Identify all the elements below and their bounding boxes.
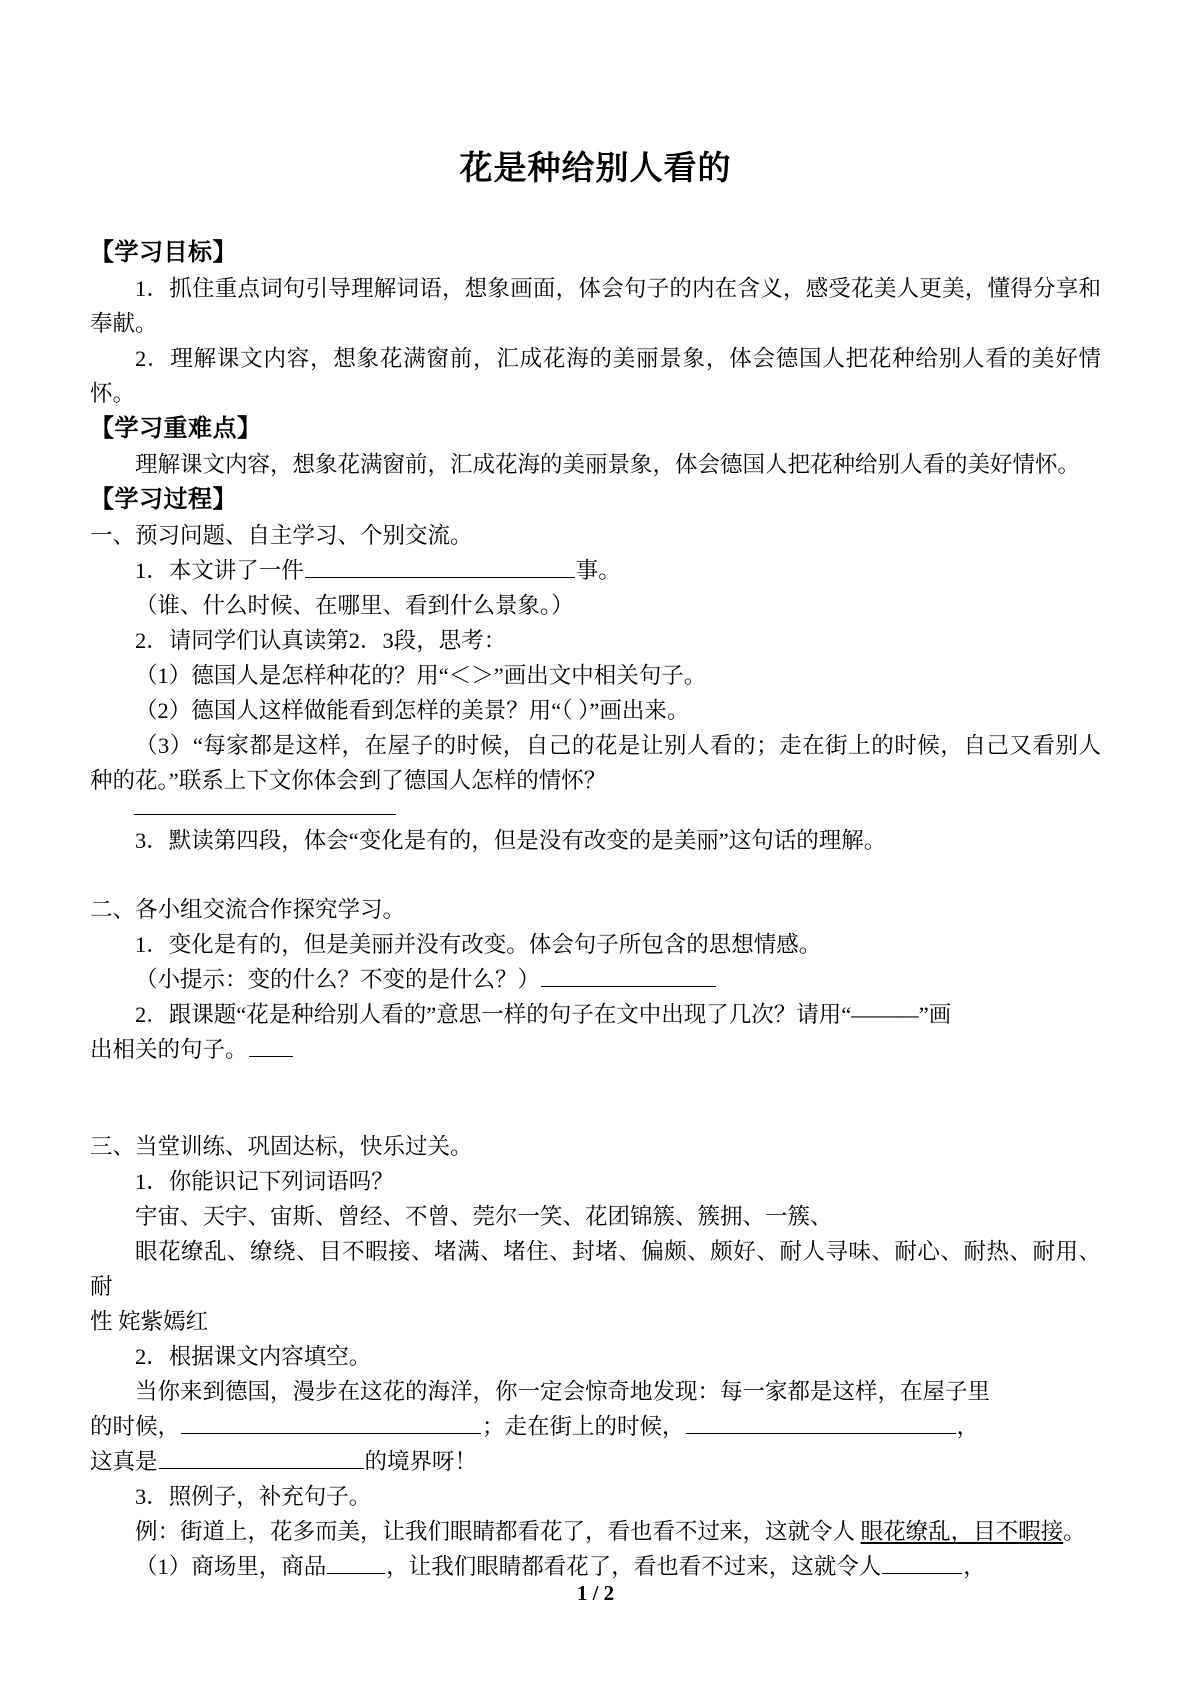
q1-suffix: 事。 [575,557,621,583]
part-two-question-1-hint-row [90,962,1101,997]
q3-sub1-blank-1[interactable] [327,1549,385,1574]
part-one-question-3: 3．默读第四段，体会“变化是有的，但是没有改变的是美丽”这句话的理解。 [135,827,887,853]
q1-blank[interactable] [305,553,575,578]
q2-text-b: 的时候， [90,1413,181,1439]
q3-example-answer: 眼花缭乱，目不暇接 [860,1518,1064,1544]
worksheet-body [90,235,1101,1584]
q3-sub1-a: （1）商场里，商品 [135,1553,327,1579]
q3-example-period: 。 [1063,1518,1086,1544]
section-heading-process: 【学习过程】 [90,486,237,513]
q3-sub1-b: ，让我们眼睛都看花了，看也看不过来，这就令人 [386,1553,882,1579]
q1-prefix: 1．本文讲了一件 [135,557,304,583]
q2-blank-2[interactable] [686,1409,956,1434]
part-three-question-2: 2．根据课文内容填空。 [135,1343,372,1369]
spacer-after-part-two [90,1067,1101,1129]
vocab-line-1: 宇宙、天宇、宙斯、曾经、不曾、莞尔一笑、花团锦簇、簇拥、一簇、 [135,1203,833,1229]
part-two-heading: 二、各小组交流合作探究学习。 [90,896,406,922]
part-two-q2-blank[interactable] [249,1032,293,1057]
q2-text-e: 的境界呀！ [364,1448,478,1474]
vocab-line-2: 眼花缭乱、缭绕、目不暇接、堵满、堵住、封堵、偏颇、颇好、耐人寻味、耐心、耐热、耐用、耐 [90,1238,1101,1299]
vocab-line-3: 性 姹紫嫣红 [90,1308,209,1334]
q3-example-text: 例：街道上，花多而美，让我们眼睛都看花了，看也看不过来，这就令人 [135,1518,861,1544]
part-one-question-2: 2．请同学们认真读第2．3段，思考： [135,627,507,653]
key-points-text: 理解课文内容，想象花满窗前，汇成花海的美丽景象，体会德国人把花种给别人看的美好情怀。 [135,451,1081,477]
section-heading-objectives: 【学习目标】 [90,239,237,266]
part-three-q2-text-line-1: 当你来到德国，漫步在这花的海洋，你一定会惊奇地发现：每一家都是这样，在屋子里 [135,1378,991,1404]
part-two-question-2-text: 出相关的句子。 [90,1036,248,1062]
page-title: 花是种给别人看的 [459,151,732,187]
part-three-q3-example [90,1514,1101,1549]
part-three-q2-text-line-3 [90,1444,1101,1479]
part-one-answer-blank[interactable] [134,814,396,815]
section-heading-key-points: 【学习重难点】 [90,415,262,442]
part-two-question-2-line-1: 2．跟课题“花是种给别人看的”意思一样的句子在文中出现了几次？请用“———”画 [135,1001,952,1027]
part-one-question-1-hint: （谁、什么时候、在哪里、看到什么景象。） [135,592,574,618]
part-one-question-1 [90,553,1101,588]
objective-item-2: 2．理解课文内容，想象花满窗前，汇成花海的美丽景象，体会德国人把花种给别人看的美好情怀。 [90,345,1101,406]
part-two-question-1: 1．变化是有的，但是美丽并没有改变。体会句子所包含的思想情感。 [135,931,822,957]
q2-blank-3[interactable] [159,1444,364,1469]
part-one-question-2-sub-1: （1）德国人是怎样种花的？用“＜＞”画出文中相关句子。 [135,662,707,688]
objective-item-1: 1．抓住重点词句引导理解词语，想象画面，体会句子的内在含义，感受花美人更美，懂得分享和奉献。 [90,275,1101,336]
part-two-q1-blank[interactable] [541,962,716,987]
spacer-after-part-one [90,858,1101,892]
q3-sub1-blank-2[interactable] [882,1549,962,1574]
part-three-q2-text-line-2 [90,1409,1101,1444]
part-three-q3-sub-1 [90,1549,1101,1584]
part-three-question-3: 3．照例子，补充句子。 [135,1483,372,1509]
page-footer: 1 / 2 [576,1581,615,1605]
q2-text-d: 这真是 [90,1448,158,1474]
q2-comma: ， [956,1413,980,1439]
q3-sub1-c: ， [963,1553,986,1579]
q2-text-c: ；走在街上的时候， [482,1413,685,1439]
part-three-question-1: 1．你能识记下列词语吗？ [135,1168,394,1194]
part-two-question-1-hint: （小提示：变的什么？不变的是什么？） [135,966,541,992]
part-three-heading: 三、当堂训练、巩固达标，快乐过关。 [90,1133,473,1159]
q2-blank-1[interactable] [181,1409,481,1434]
part-one-question-2-sub-3: （3）“每家都是这样，在屋子的时候，自己的花是让别人看的；走在街上的时候，自己又看别人种的花。”联系上下文你体会到了德国人怎样的情怀？ [90,732,1101,793]
part-two-question-2-line-2 [90,1032,1101,1067]
part-one-heading: 一、预习问题、自主学习、个别交流。 [90,522,473,548]
part-one-question-2-sub-2: （2）德国人这样做能看到怎样的美景？用“（ ）”画出来。 [135,697,690,723]
